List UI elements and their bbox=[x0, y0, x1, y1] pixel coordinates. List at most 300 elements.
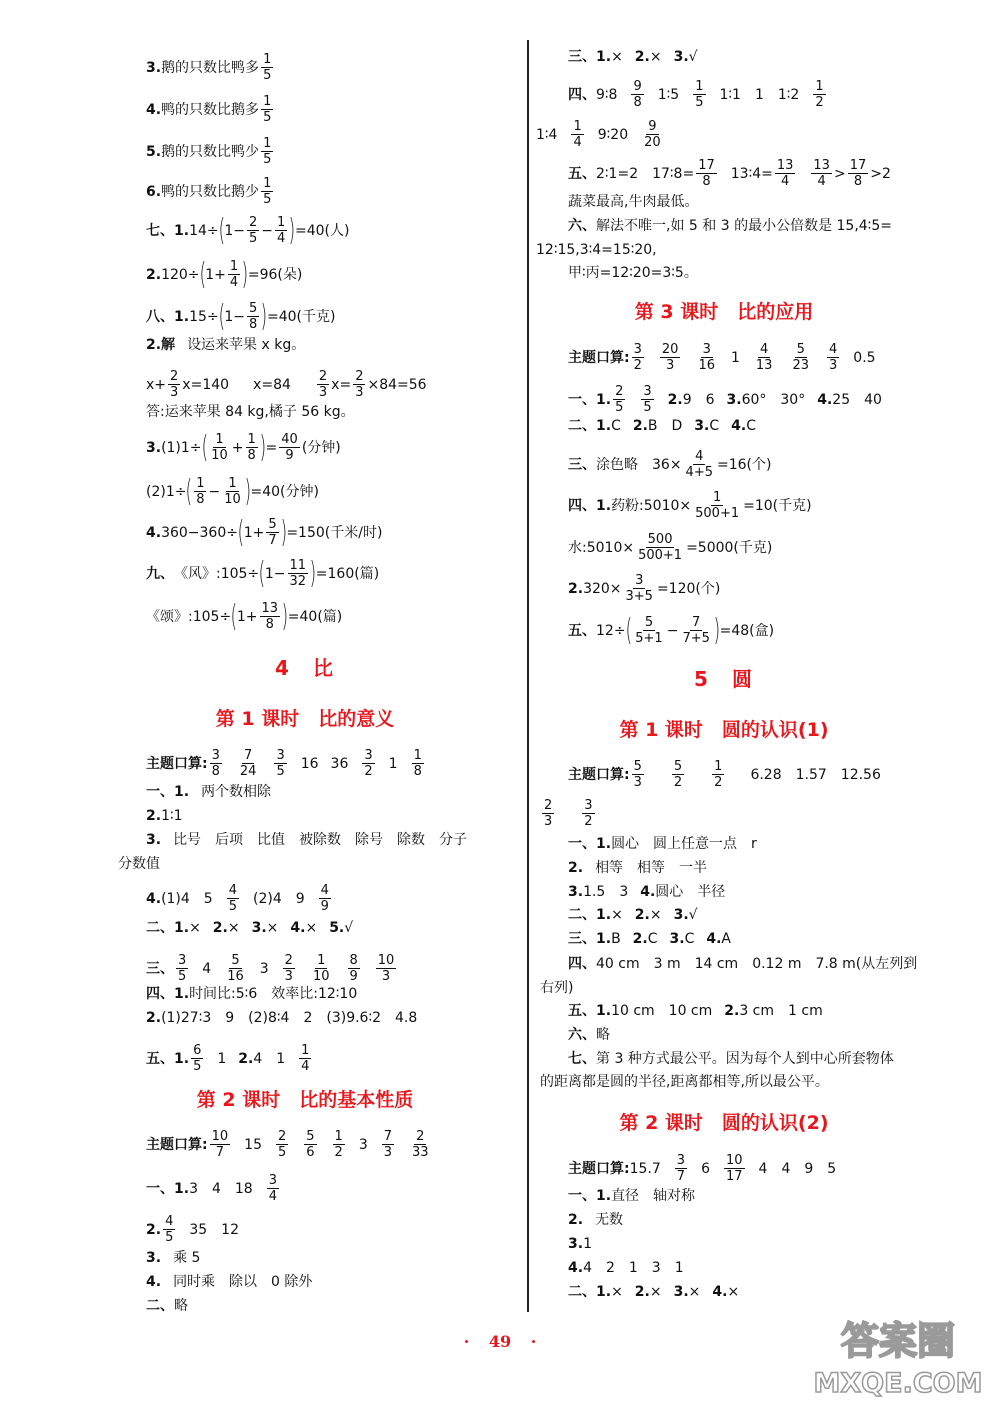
answer-mark: √ bbox=[688, 907, 698, 923]
answer-mark: × bbox=[727, 1284, 740, 1300]
fraction bbox=[247, 301, 259, 332]
answer-line bbox=[146, 403, 355, 421]
value: 3 bbox=[259, 960, 269, 977]
fraction bbox=[642, 119, 663, 150]
answer-line bbox=[536, 119, 665, 150]
answer-mark: × bbox=[611, 1284, 623, 1300]
answer-line bbox=[146, 919, 353, 937]
item-number: 四、1. bbox=[568, 497, 612, 514]
fraction bbox=[267, 1173, 279, 1204]
answer-line bbox=[146, 783, 271, 801]
expr: (分钟) bbox=[301, 439, 341, 456]
denominator: 5 bbox=[643, 400, 652, 415]
numerator: 2 bbox=[277, 1129, 287, 1144]
numerator: 3 bbox=[702, 342, 711, 357]
numerator: 13 bbox=[813, 158, 830, 173]
column-divider bbox=[527, 40, 529, 1312]
item-number: 九、 bbox=[146, 565, 174, 582]
answer-text: 25 40 bbox=[832, 391, 882, 408]
denominator: 23 bbox=[792, 358, 809, 373]
answer-text: =120(个) bbox=[656, 580, 721, 597]
fraction bbox=[684, 449, 715, 480]
expr: 《颂》:105÷ bbox=[146, 608, 232, 625]
denominator: 5+1 bbox=[635, 631, 663, 646]
denominator: 3+5 bbox=[625, 589, 653, 604]
answer-mark: × bbox=[649, 1284, 662, 1300]
numerator: 1 bbox=[413, 748, 422, 763]
answer-text: C bbox=[611, 418, 621, 434]
answer-text: 圆心 圆上任意一点 r bbox=[611, 836, 757, 852]
denominator: 4 bbox=[301, 1059, 310, 1074]
item-number: 一、1. bbox=[146, 1180, 190, 1197]
numerator: 7 bbox=[244, 748, 253, 763]
answer-line bbox=[568, 490, 812, 521]
denominator: 5 bbox=[263, 68, 272, 83]
item-number: 三、 bbox=[146, 960, 174, 977]
denominator: 16 bbox=[698, 358, 715, 373]
numerator: 4 bbox=[320, 883, 329, 898]
answer-line bbox=[146, 1214, 239, 1245]
fraction bbox=[632, 342, 644, 373]
answer-line bbox=[146, 52, 275, 83]
answer-text: B bbox=[611, 931, 621, 947]
open-paren: ( bbox=[201, 429, 208, 465]
value: 0.5 bbox=[853, 349, 876, 366]
answer-text: 相等 相等 一半 bbox=[595, 860, 708, 876]
item-number: 2. bbox=[634, 907, 650, 923]
answer-text: 略 bbox=[174, 1298, 188, 1314]
item-number: 4. bbox=[706, 931, 722, 947]
fraction bbox=[811, 158, 832, 189]
answer-line bbox=[568, 264, 698, 282]
denominator: 5 bbox=[276, 764, 285, 779]
expr: =150(千米/时) bbox=[286, 524, 383, 541]
item-number: 二、1. bbox=[146, 920, 190, 936]
answer-text: 右列) bbox=[540, 980, 574, 996]
numerator: 20 bbox=[661, 342, 679, 357]
numerator: 6 bbox=[193, 1043, 202, 1058]
item-number: 3. bbox=[146, 1250, 162, 1266]
item-number: 七、 bbox=[568, 1051, 596, 1067]
answer-line bbox=[568, 930, 731, 948]
equals-sign: = bbox=[265, 439, 278, 456]
fraction bbox=[632, 759, 644, 790]
item-number: 一、1. bbox=[568, 391, 612, 408]
item-number: 3. bbox=[694, 418, 710, 434]
answer-text: 9∶20 bbox=[597, 126, 629, 143]
denominator: 2 bbox=[714, 775, 723, 790]
numerator: 2 bbox=[355, 369, 364, 384]
answer-text: =5000(千克) bbox=[686, 539, 773, 556]
numerator: 5 bbox=[796, 342, 805, 357]
answer-line bbox=[568, 835, 757, 853]
fraction bbox=[693, 490, 741, 521]
numerator: 10 bbox=[377, 953, 395, 968]
watermark-graphic bbox=[806, 1310, 990, 1400]
item-number: 2. bbox=[146, 1221, 162, 1238]
fraction bbox=[210, 1129, 231, 1160]
answer-line bbox=[146, 807, 183, 825]
answer-text: C bbox=[647, 931, 658, 947]
item-number: 六、 bbox=[568, 218, 596, 234]
numerator: 3 bbox=[635, 573, 644, 588]
denominator: 13 bbox=[755, 358, 773, 373]
answer-text: 1∶4 bbox=[536, 126, 558, 143]
expr: − bbox=[261, 222, 273, 239]
answer-text: 9 6 bbox=[682, 391, 715, 408]
numerator: 7 bbox=[383, 1129, 393, 1144]
fraction bbox=[246, 432, 258, 463]
fraction bbox=[299, 1043, 311, 1074]
answer-line bbox=[568, 1259, 684, 1277]
numerator: 5 bbox=[248, 301, 258, 316]
fraction bbox=[641, 384, 653, 415]
item-number: 2. bbox=[568, 1212, 584, 1228]
answer-text: (1)27∶3 9 (2)8∶4 2 (3)9.6∶2 4.8 bbox=[161, 1010, 418, 1026]
answer-line bbox=[568, 1235, 592, 1253]
denominator: 10 bbox=[312, 969, 330, 984]
answer-mark: × bbox=[649, 49, 662, 65]
denominator: 2 bbox=[584, 814, 593, 829]
answer-text: 1∶1 1 1∶2 bbox=[719, 86, 800, 103]
close-paren: ) bbox=[309, 555, 317, 591]
fraction bbox=[362, 748, 374, 779]
denominator: 3 bbox=[170, 385, 179, 400]
denominator: 7 bbox=[676, 1169, 686, 1184]
answer-text: 13∶4= bbox=[730, 165, 773, 182]
numerator: 1 bbox=[229, 259, 239, 274]
answer-text: 时间比:5∶6 效率比:12∶10 bbox=[189, 986, 358, 1002]
numerator: 1 bbox=[301, 1043, 310, 1058]
item-number: 3. bbox=[726, 391, 742, 408]
fraction bbox=[775, 158, 796, 189]
answer-line bbox=[568, 48, 698, 66]
fraction bbox=[222, 476, 243, 507]
answer-text: 分数值 bbox=[118, 856, 160, 872]
item-number: 4. bbox=[731, 418, 747, 434]
expr: x=140 bbox=[182, 376, 230, 393]
answer-line bbox=[568, 612, 775, 648]
expr: =40(千克) bbox=[266, 308, 336, 325]
answer-line bbox=[568, 1211, 623, 1229]
answer-text: 鸭的只数比鹅多 bbox=[161, 101, 260, 118]
close-paren: ) bbox=[260, 298, 268, 334]
answer-line bbox=[146, 514, 383, 550]
denominator: 5 bbox=[165, 1230, 174, 1245]
item-number: 一、1. bbox=[568, 1188, 612, 1204]
answer-text: 320× bbox=[583, 580, 622, 597]
fraction bbox=[382, 1129, 394, 1160]
denominator: 33 bbox=[412, 1145, 429, 1160]
denominator: 5 bbox=[228, 899, 237, 914]
denominator: 10 bbox=[211, 448, 228, 463]
fraction bbox=[582, 798, 594, 829]
open-paren: ( bbox=[258, 555, 266, 591]
denominator: 4 bbox=[229, 275, 239, 290]
fraction bbox=[261, 136, 273, 167]
item-label: 主题口算: bbox=[568, 766, 630, 783]
answer-text: 蔬菜最高,牛肉最低。 bbox=[568, 194, 699, 210]
numerator: 5 bbox=[306, 1129, 315, 1144]
answer-line bbox=[568, 883, 725, 901]
answer-mark: × bbox=[611, 49, 623, 65]
fraction bbox=[680, 615, 711, 646]
answer-text: (2)4 9 bbox=[253, 890, 305, 907]
denominator: 7 bbox=[215, 1145, 225, 1160]
expr: 15÷ bbox=[189, 308, 219, 325]
numerator: 5 bbox=[231, 953, 240, 968]
answer-mark: × bbox=[305, 920, 318, 936]
open-paren: ( bbox=[218, 298, 225, 334]
item-number: 3. bbox=[568, 884, 584, 900]
item-number: 2. bbox=[634, 1284, 650, 1300]
answer-text: A bbox=[721, 931, 731, 947]
value: 4 bbox=[202, 960, 212, 977]
close-paren: ) bbox=[713, 612, 720, 648]
answer-line bbox=[118, 855, 160, 873]
denominator: 3 bbox=[381, 969, 391, 984]
fraction bbox=[631, 79, 643, 110]
item-number: 四、 bbox=[568, 956, 596, 972]
answer-line bbox=[568, 1283, 739, 1301]
answer-line bbox=[146, 1173, 281, 1204]
lesson-heading: 第 1 课时 圆的认识(1) bbox=[619, 719, 829, 741]
answer-mark: √ bbox=[688, 49, 698, 65]
item-number: 4. bbox=[146, 101, 162, 118]
denominator: 2 bbox=[633, 358, 642, 373]
denominator: 5 bbox=[248, 231, 258, 246]
fraction bbox=[238, 748, 259, 779]
answer-text: 乘 5 bbox=[173, 1250, 201, 1266]
answer-line bbox=[568, 906, 698, 924]
fraction bbox=[696, 158, 717, 189]
answer-line bbox=[146, 176, 275, 207]
page-dot: · bbox=[530, 1332, 537, 1351]
fraction bbox=[274, 748, 286, 779]
fraction bbox=[712, 759, 724, 790]
answer-line bbox=[146, 1273, 312, 1291]
numerator: 1 bbox=[263, 94, 272, 109]
answer-line bbox=[568, 449, 771, 480]
item-number: 三、1. bbox=[568, 931, 612, 947]
answer-mark: × bbox=[266, 920, 279, 936]
denominator: 9 bbox=[349, 969, 358, 984]
answer-line bbox=[146, 1129, 433, 1160]
answer-text: 10 cm 10 cm bbox=[611, 1003, 713, 1019]
denominator: 7+5 bbox=[682, 631, 710, 646]
denominator: 2 bbox=[364, 764, 373, 779]
expr: 1+ bbox=[205, 266, 226, 283]
numerator: 5 bbox=[644, 615, 654, 630]
numerator: 10 bbox=[725, 1153, 743, 1168]
chapter-heading: 5 圆 bbox=[694, 667, 754, 691]
fraction bbox=[333, 1129, 345, 1160]
answer-line bbox=[146, 429, 341, 465]
answer-line bbox=[568, 384, 882, 415]
fraction bbox=[266, 517, 278, 548]
numerator: 1 bbox=[247, 432, 256, 447]
numerator: 13 bbox=[261, 601, 279, 616]
open-paren: ( bbox=[230, 598, 238, 634]
item-number: 3. bbox=[251, 920, 267, 936]
numerator: 1 bbox=[276, 215, 286, 230]
expr: − bbox=[208, 483, 221, 500]
fraction bbox=[624, 573, 655, 604]
fraction bbox=[675, 1153, 687, 1184]
fraction bbox=[194, 476, 206, 507]
answer-text: 1.5 3 bbox=[583, 884, 629, 900]
item-number: 3. bbox=[669, 931, 685, 947]
expr: =160(篇) bbox=[315, 565, 380, 582]
chapter-heading: 4 比 bbox=[275, 656, 335, 680]
numerator: 4 bbox=[228, 883, 237, 898]
numerator: 3 bbox=[643, 384, 652, 399]
denominator: 20 bbox=[644, 135, 661, 150]
fraction bbox=[225, 953, 246, 984]
expr: x= bbox=[331, 376, 352, 393]
fraction bbox=[827, 342, 839, 373]
item-number: 5. bbox=[329, 920, 345, 936]
fraction bbox=[283, 953, 295, 984]
item-label: 主题口算: bbox=[146, 755, 208, 772]
numerator: 1 bbox=[317, 953, 326, 968]
expr: 1− bbox=[264, 565, 286, 582]
denominator: 2 bbox=[334, 1145, 343, 1160]
item-number: 2.解 bbox=[146, 337, 176, 353]
fraction bbox=[209, 432, 230, 463]
item-number: 4. bbox=[640, 884, 656, 900]
answer-text: (1)4 5 bbox=[161, 890, 213, 907]
answer-mark: × bbox=[189, 920, 201, 936]
item-number: 3. bbox=[146, 832, 162, 848]
denominator: 2 bbox=[673, 775, 683, 790]
lesson-heading: 第 1 课时 比的意义 bbox=[215, 708, 395, 730]
denominator: 8 bbox=[413, 764, 422, 779]
denominator: 3 bbox=[355, 385, 364, 400]
numerator: 13 bbox=[776, 158, 794, 173]
expr: (2)1÷ bbox=[146, 483, 187, 500]
expr: x+ bbox=[146, 376, 167, 393]
numerator: 4 bbox=[165, 1214, 174, 1229]
fraction bbox=[790, 342, 811, 373]
denominator: 8 bbox=[633, 95, 642, 110]
denominator: 3 bbox=[318, 385, 328, 400]
numerator: 1 bbox=[263, 176, 272, 191]
denominator: 4 bbox=[573, 135, 582, 150]
answer-line bbox=[146, 883, 333, 914]
answer-text: 40 cm 3 m 14 cm 0.12 m 7.8 m(从左列到 bbox=[596, 956, 918, 972]
item-number: 4. bbox=[146, 524, 162, 541]
numerator: 3 bbox=[276, 748, 285, 763]
answer-text: 圆心 半径 bbox=[655, 884, 726, 900]
denominator: 3 bbox=[633, 775, 642, 790]
value: 3 bbox=[358, 1136, 368, 1153]
denominator: 17 bbox=[725, 1169, 743, 1184]
fraction bbox=[317, 369, 329, 400]
numerator: 3 bbox=[211, 748, 220, 763]
numerator: 3 bbox=[178, 953, 187, 968]
item-number: 2. bbox=[146, 266, 162, 283]
answer-text: 无数 bbox=[595, 1212, 624, 1228]
numerator: 4 bbox=[829, 342, 838, 357]
item-number: 2. bbox=[634, 49, 650, 65]
answer-text: 答:运来苹果 84 kg,橘子 56 kg。 bbox=[146, 404, 355, 420]
denominator: 5 bbox=[193, 1059, 202, 1074]
answer-text: 1 bbox=[583, 1236, 592, 1252]
item-number: 二、1. bbox=[568, 907, 612, 923]
value: 1 bbox=[730, 349, 740, 366]
numerator: 1 bbox=[712, 490, 722, 505]
value: 15.7 bbox=[629, 1160, 661, 1177]
numerator: 2 bbox=[544, 798, 553, 813]
item-number: 四、 bbox=[568, 86, 596, 103]
answer-line bbox=[146, 1297, 188, 1315]
fraction bbox=[660, 342, 681, 373]
answer-text: 略 bbox=[596, 1027, 610, 1043]
answer-line bbox=[568, 1050, 894, 1068]
numerator: 1 bbox=[573, 119, 582, 134]
expr: =40(分钟) bbox=[250, 483, 319, 500]
fraction bbox=[227, 883, 239, 914]
answer-mark: × bbox=[688, 1284, 701, 1300]
answer-line bbox=[540, 1073, 829, 1091]
numerator: 5 bbox=[268, 517, 277, 532]
fraction bbox=[672, 759, 684, 790]
fraction bbox=[210, 748, 222, 779]
value: 15 bbox=[244, 1136, 262, 1153]
answer-line bbox=[568, 859, 707, 877]
numerator: 1 bbox=[228, 476, 237, 491]
answer-line bbox=[146, 555, 380, 591]
item-number: 2. bbox=[724, 1003, 740, 1019]
numerator: 2 bbox=[318, 369, 328, 384]
item-number: 2. bbox=[568, 580, 584, 597]
fraction bbox=[848, 158, 869, 189]
answer-line bbox=[146, 953, 398, 984]
numerator: 2 bbox=[615, 384, 624, 399]
answer-text: >2 bbox=[870, 165, 891, 182]
answer-line bbox=[568, 759, 881, 790]
fraction bbox=[176, 953, 188, 984]
value: 1 bbox=[388, 755, 398, 772]
numerator: 7 bbox=[692, 615, 701, 630]
expr: =96(朵) bbox=[247, 266, 303, 283]
lesson-heading: 第 2 课时 比的基本性质 bbox=[196, 1089, 414, 1111]
expr: ×84=56 bbox=[367, 376, 427, 393]
item-number: 五、 bbox=[568, 622, 596, 639]
numerator: 1 bbox=[263, 136, 272, 151]
answer-line bbox=[568, 1187, 695, 1205]
denominator: 3 bbox=[544, 814, 553, 829]
expr: 120÷ bbox=[161, 266, 200, 283]
fraction bbox=[542, 798, 554, 829]
numerator: 17 bbox=[849, 158, 867, 173]
denominator: 4 bbox=[817, 174, 826, 189]
denominator: 4+5 bbox=[685, 465, 713, 480]
numerator: 3 bbox=[268, 1173, 277, 1188]
item-number: 八、1. bbox=[146, 308, 190, 325]
expr: 1− bbox=[224, 308, 245, 325]
answer-line bbox=[146, 94, 275, 125]
answer-line bbox=[146, 473, 319, 509]
numerator: 9 bbox=[648, 119, 657, 134]
numerator: 500 bbox=[647, 532, 673, 547]
item-number: 一、1. bbox=[568, 836, 612, 852]
fraction bbox=[696, 342, 717, 373]
answer-text: 比号 后项 比值 被除数 除号 除数 分子 bbox=[173, 832, 468, 848]
answer-text: 3 cm 1 cm bbox=[739, 1003, 823, 1019]
answer-line bbox=[146, 1043, 313, 1074]
